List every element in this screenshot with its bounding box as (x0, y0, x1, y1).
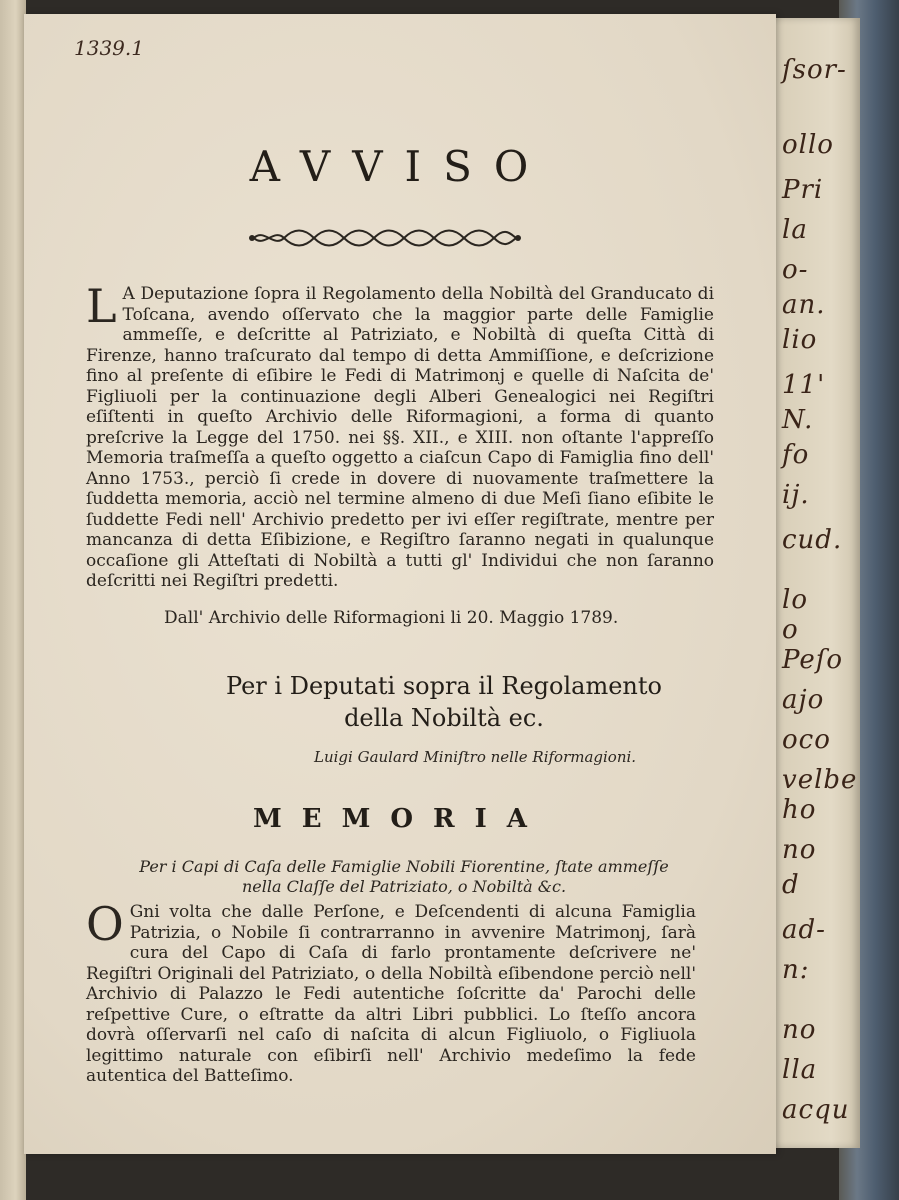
margin-handwriting-fragment: velbe (782, 765, 858, 795)
margin-handwriting-fragment: ſsor- (782, 55, 847, 85)
deputies-heading (114, 670, 774, 734)
margin-handwriting-fragment: fo (782, 440, 810, 470)
avviso-title: AVVISO (249, 142, 551, 191)
facing-page-edge (0, 0, 26, 1200)
margin-handwriting-fragment: Peſo (782, 645, 843, 675)
margin-handwriting-fragment: n: (782, 955, 810, 985)
margin-handwriting-fragment: lla (782, 1055, 818, 1085)
margin-handwriting-fragment: o- (782, 255, 809, 285)
margin-handwriting-fragment: ajo (782, 685, 825, 715)
memoria-paragraph (86, 897, 696, 1087)
memoria-subtitle-line-2: nella Claſſe del Patriziato, o Nobiltà &c. (241, 877, 567, 896)
margin-handwriting-fragment: Pri (782, 175, 824, 205)
margin-handwriting-fragment: acqu (782, 1095, 850, 1125)
margin-handwriting-fragment: la (782, 215, 808, 245)
margin-handwriting-fragment: an. (782, 290, 826, 320)
memoria-body: Gni volta che dalle Perſone, e Deſcendenti di alcuna Famiglia Patrizia, o Nobile ſi contrarranno in avvenire Matrimonj, ſarà cura del Capo di Caſa di farlo prontamente deſcrivere ne' Regiſtri Originali del Patriziato, o della Nobiltà eſibendone perciò nell' Archivio di Palazzo le Fedi autentiche ſoſcritte da' Parochi delle reſpettive Cure, o eſtratte da altri Libri pubblici. Lo ſteſſo ancora dovrà oſſervarſi nel caſo di naſcita di alcun Figliuolo, o Figliuola legittimo naturale con eſibirſi nell' Archivio medeſimo la fede autentica del Batteſimo. (86, 902, 696, 1086)
margin-handwriting-fragment: no (782, 1015, 817, 1045)
margin-handwriting-fragment: 11' (782, 370, 826, 400)
avviso-dropcap: L (86, 279, 117, 333)
memoria-subtitle-line-1: Per i Capi di Caſa delle Famiglie Nobili Fiorentine, ſtate ammeſſe (139, 857, 669, 876)
margin-handwriting-fragment: lo (782, 585, 808, 615)
margin-handwriting-fragment: no (782, 835, 817, 865)
signature: Luigi Gaulard Miniſtro nelle Riformagioni. (314, 748, 637, 766)
deputies-line-1: Per i Deputati sopra il Regolamento (226, 672, 662, 700)
memoria-dropcap: O (86, 897, 124, 951)
avviso-body: A Deputazione ſopra il Regolamento della Nobiltà del Granducato di Toſcana, avendo oſſervato che la maggior parte delle Famiglie ammeſſe, e deſcritte al Patriziato, e Nobiltà di queſta Città di Firenze, hanno traſcurato dal tempo di detta Ammiſſione, e deſcrizione fino al preſente di eſibire le Fedi di Matrimonj e quelle di Naſcita de' Figliuoli per la continuazione degli Alberi Genealogici nei Regiſtri eſiſtenti in queſto Archivio delle Riformagioni, a forma di quanto preſcrive la Legge del 1750. nei §§. XII., e XIII. non oſtante l'appreſſo Memoria traſmeſſa a queſto oggetto a ciaſcun Capo di Famiglia fino dell' Anno 1753., perciò ſi crede in dovere di nuovamente traſmettere la ſuddetta memoria, acciò nel termine almeno di due Meſi ſiano eſibite le ſuddette Fedi nell' Archivio predetto per ivi eſſer regiſtrate, mentre per mancanza di detta Eſibizione, e Regiſtro ſaranno negati in qualunque occaſione gli Atteſtati di Nobiltà a tutti gl' Individui che non ſaranno deſcritti nei Regiſtri predetti. (86, 284, 714, 591)
margin-handwriting-fragment: oco (782, 725, 831, 755)
memoria-title: MEMORIA (253, 804, 547, 834)
margin-handwriting-fragment: ho (782, 795, 817, 825)
folio-note: 1339.1 (74, 36, 144, 60)
avviso-paragraph (86, 279, 714, 592)
margin-handwriting-fragment: ollo (782, 130, 834, 160)
margin-handwriting-fragment: cud. (782, 525, 843, 555)
margin-handwriting-fragment: ad- (782, 915, 826, 945)
dateline: Dall' Archivio delle Riformagioni li 20. Maggio 1789. (164, 608, 619, 628)
margin-handwriting-fragment: o (782, 615, 799, 645)
printed-page (24, 14, 776, 1154)
margin-handwriting-fragment: ij. (782, 480, 810, 510)
margin-handwriting-fragment: d (782, 870, 800, 900)
memoria-subtitle (84, 857, 724, 897)
deputies-line-2: della Nobiltà ec. (344, 704, 544, 732)
decorative-ornament (244, 222, 524, 254)
margin-handwriting-fragment: N. (782, 405, 814, 435)
margin-handwriting-fragment: lio (782, 325, 818, 355)
